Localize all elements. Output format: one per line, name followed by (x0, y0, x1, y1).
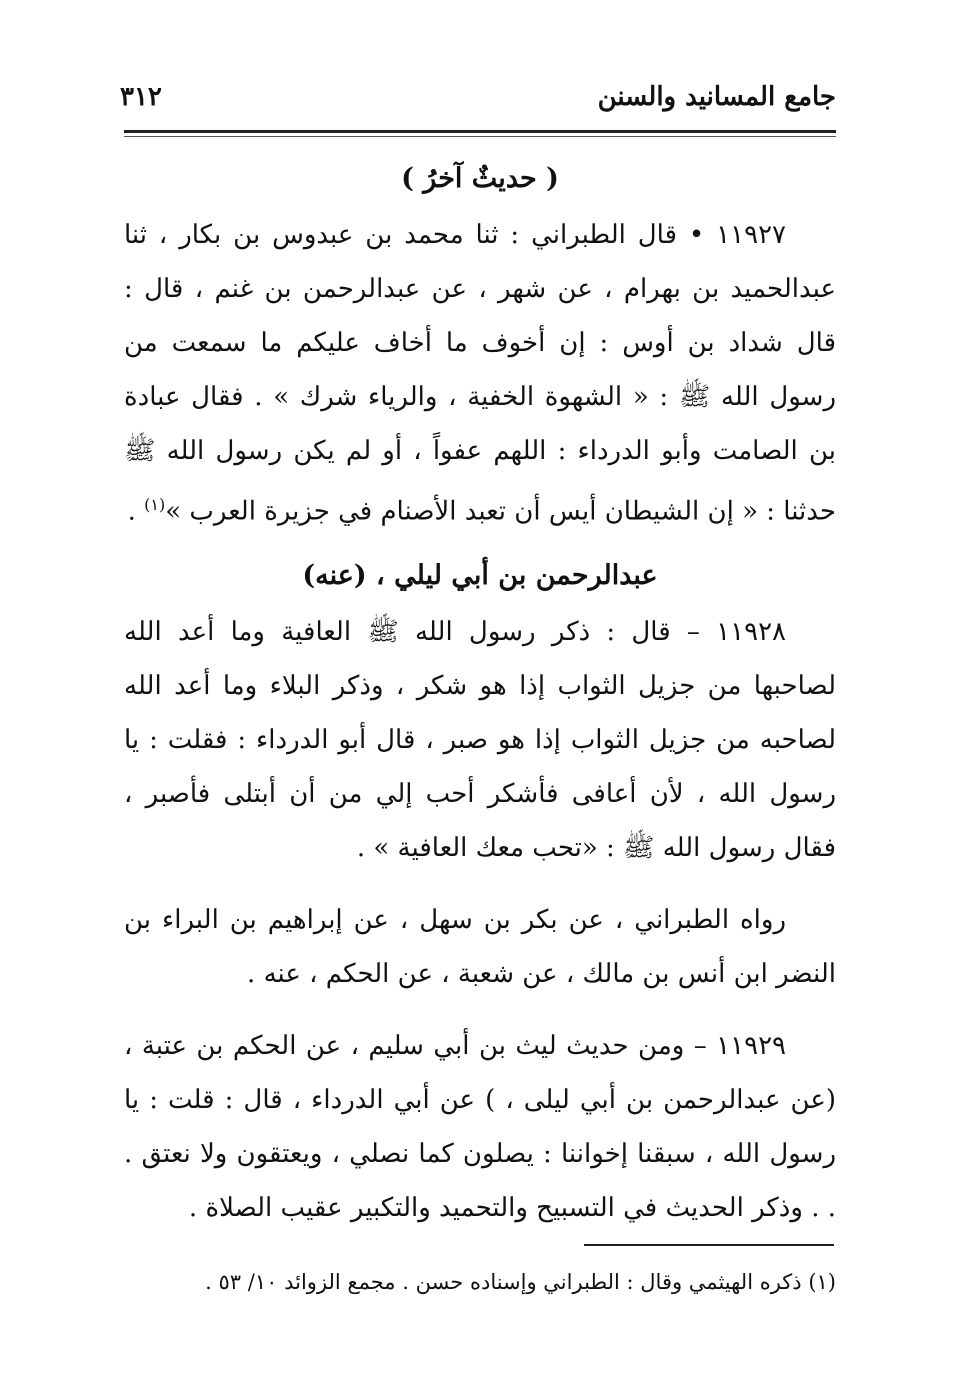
header-rule (124, 130, 836, 133)
footnote-rule (584, 1244, 834, 1246)
hadith-11929: ١١٩٢٩ – ومن حديث ليث بن أبي سليم ، عن الحكم بن عتبة ، (عن عبدالرحمن بن أبي ليلى ، ) عن أبي الدرداء ، قال : قلت : يا رسول الله ، سبقنا إخواننا : يصلون كما نصلي ، ويعتقون ولا نعتق . . . وذكر الحديث في التسبيح والتحميد والتكبير عقيب الصلاة . (124, 1030, 836, 1223)
riwaya-paragraph: رواه الطبراني ، عن بكر بن سهل ، عن إبراهيم بن البراء بن النضر ابن أنس بن مالك ، عن شعبة ، عن الحكم ، عنه . (124, 904, 836, 989)
page-number: ٣١٢ (120, 82, 162, 112)
header-rule-thin (124, 136, 836, 137)
footnote: (١) ذكره الهيثمي وقال : الطبراني وإسناده حسن . مجمع الزوائد ١٠/ ٥٣ . (205, 1270, 836, 1294)
section-heading-hadith-akhar: ( حديثٌ آخرُ ) (401, 163, 559, 194)
hadith-11927 (124, 208, 836, 539)
hadith-11928: ١١٩٢٨ – قال : ذكر رسول الله ﷺ العافية وما أعد الله لصاحبها من جزيل الثواب إذا هو شكر ، وذكر البلاء وما أعد الله لصاحبه من جزيل الثواب إذا هو صبر ، قال أبو الدرداء : فقلت : يا رسول الله ، لأن أعافى فأشكر أحب إلي من أن أبتلى فأصبر ، فقال رسول الله ﷺ : «تحب معك العافية » . (124, 616, 836, 863)
main-text (124, 150, 836, 1235)
hadith-11927-end: . (127, 496, 145, 527)
footnote-marker: (١) (144, 495, 166, 514)
hadith-11927-text: ١١٩٢٧ • قال الطبراني : ثنا محمد بن عبدوس بن بكار ، ثنا عبدالحميد بن بهرام ، عن شهر ، عن عبدالرحمن بن غنم ، قال : قال شداد بن أوس : إن أخوف ما أخاف عليكم ما سمعت من رسول الله ﷺ : « الشهوة الخفية ، والرياء شرك » . فقال عبادة بن الصامت وأبو الدرداء : اللهم عفواً ، أو لم يكن رسول الله ﷺ حدثنا : « إن الشيطان أيس أن تعبد الأصنام في جزيرة العرب » (124, 220, 836, 527)
page-header (120, 78, 836, 122)
running-title: جامع المسانيد والسنن (597, 82, 836, 112)
section-heading-abi-layla: عبدالرحمن بن أبي ليلي ، (عنه) (302, 559, 658, 591)
